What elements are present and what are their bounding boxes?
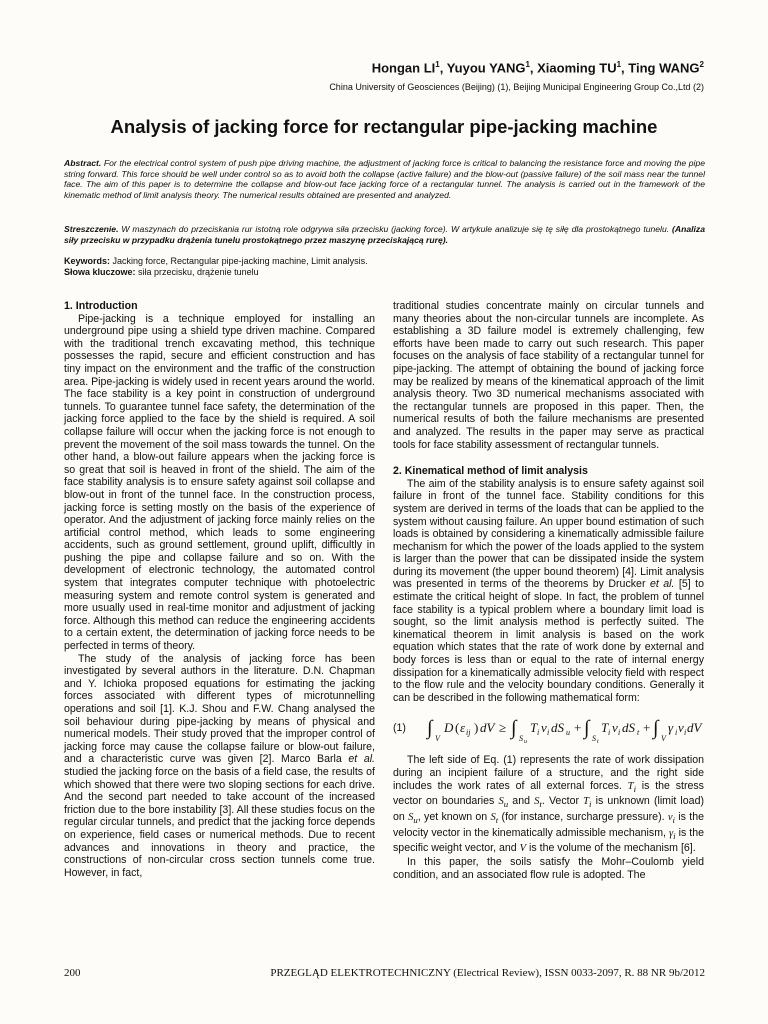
- author-sup: 1: [525, 60, 530, 69]
- svg-text:∫: ∫: [511, 717, 517, 740]
- svg-text:i: i: [537, 728, 540, 738]
- keywords-text: Jacking force, Rectangular pipe-jacking machine, Limit analysis.: [110, 256, 368, 266]
- left-column: [64, 300, 375, 879]
- author-sup: 1: [616, 60, 622, 69]
- svg-text:dV: dV: [480, 720, 495, 736]
- svg-text:ij: ij: [466, 728, 471, 738]
- svg-text:(: (: [455, 720, 460, 736]
- svg-text:): ): [474, 720, 479, 736]
- author-name: Xiaoming TU: [537, 60, 617, 76]
- svg-text:t: t: [597, 739, 599, 746]
- keywords-pl-text: siła przecisku, drążenie tunelu: [135, 267, 259, 277]
- streszczenie-label: Streszczenie.: [64, 224, 119, 234]
- svg-text:v: v: [541, 720, 547, 736]
- svg-text:+: +: [643, 720, 651, 736]
- svg-text:u: u: [566, 728, 570, 738]
- svg-text:dS: dS: [622, 720, 635, 736]
- equation-1: [393, 706, 704, 750]
- svg-text:∫: ∫: [584, 717, 590, 740]
- svg-text:≥: ≥: [499, 720, 507, 736]
- svg-text:v: v: [612, 720, 618, 736]
- paragraph: The left side of Eq. (1) represents the rate of work dissipation during an incipient failure of a structure, and the right side includes the work rates of all external forces. $T_i$ is the stress vector on boundaries $S_u$ and $S_t$. Vector $T_i$ is unknown (limit load) on $S_u$, yet known on $S_t$ (for instance, surcharge pressure). $v_i$ is the velocity vector in the kinematically admissible mechanism, $\gamma_i$ is the specific weight vector, and V is the volume of the mechanism [6].: [393, 754, 704, 855]
- svg-text:γ: γ: [668, 720, 674, 736]
- svg-text:i: i: [675, 728, 678, 738]
- abstract: [64, 158, 705, 200]
- svg-text:i: i: [618, 728, 621, 738]
- svg-text:i: i: [608, 728, 611, 738]
- author-sup: 1: [435, 60, 440, 69]
- svg-text:+: +: [574, 720, 582, 736]
- svg-text:T: T: [601, 720, 609, 736]
- paragraph: The study of the analysis of jacking force has been investigated by several authors in the literature. D.N. Chapman and Y. Ichioka proposed equations for estimating the jacking forces associated with different types of microtunnelling operations and soil [1]. K.J. Shou and F.W. Chang analysed the soil behaviour during pipe-jacking by means of physical and numerical models. Their study proved that the improper control of jacking force may cause the collapse failure or blow-out failure, and a characteristic curve was given [2]. Marco Barla et al. studied the jacking force on the basis of a field case, the results of which showed that there were two sloping sections for each drive. And the second part needed to take account of the increased friction due to the bore instability [3]. All these studies focus on the regular circular tunnels, and predict that the jacking force depends on experience, field cases or numerical methods. Due to recent advances and innovations in theory and practice, the constructions of non-circular cross section tunnels come true. However, in fact,: [64, 652, 376, 879]
- affiliation: China University of Geosciences (Beijing) (1), Beijing Municipal Engineering Group Co.,Ltd (2): [329, 82, 704, 92]
- author-name: Ting WANG: [628, 60, 700, 76]
- svg-text:T: T: [530, 720, 538, 736]
- paragraph: Pipe-jacking is a technique employed for installing an underground pipe using a shield type driven machine. Compared with the traditional trench excavating method, this technique possesses the rapid, secure and efficient construction and has tiny impact on the environment and the traffic of the construction area. Pipe-jacking is widely used in recent years around the world. The face stability is a key point in construction of underground tunnels. To guarantee tunnel face safety, the determination of the jacking force applied to the face by the shield is required. A soil collapse failure will occur when the jacking force is not enough to prevent the movement of the soil mass towards the tunnel. On the other hand, a blow-out failure appears when the jacking force is so great that soil is heaved in front of the shield. The aim of the face stability analysis is to ensure safety against soil collapse and blow-out in front of the tunnel face. In the construction process, jacking force is setting mostly on the basis of the experience of operator. And the adjustment of jacking force mainly relies on the artificial control method, which leads to some engineering accidents, such as ground settlement, ground uplift, difficultly in pushing the pipe and collapse failure and so on. With the development of electronic technology, the automated control system that integrates computer technique with photoelectric measuring system and remote control system is generated and more usually used in real-time monitor and adjustment of jacking force. Although this method can reduce the engineering accidents to a certain extent, the determination of jacking force needs to be perfected in terms of theory.: [64, 312, 375, 653]
- page-number: 200: [64, 967, 81, 979]
- journal-info: PRZEGLĄD ELEKTROTECHNICZNY (Electrical Review), ISSN 0033-2097, R. 88 NR 9b/2012: [270, 967, 705, 979]
- equation-formula: [425, 708, 704, 748]
- author-name: Yuyou YANG: [446, 60, 526, 76]
- author-sup: 2: [699, 60, 704, 69]
- svg-text:V: V: [661, 734, 666, 744]
- paragraph: In this paper, the soils satisfy the Mohr–Coulomb yield condition, and an associated flow rule is adopted. The: [393, 856, 704, 881]
- svg-text:dS: dS: [551, 720, 564, 736]
- svg-text:i: i: [684, 728, 687, 738]
- svg-text:S: S: [592, 734, 596, 744]
- paragraph: The aim of the stability analysis is to ensure safety against soil failure in front of the tunnel face. Stability conditions for this system are derived in terms of the loads that can be applied to the system without causing failure. An upper bound estimation of such loads is obtained by considering a kinematically admissible failure mechanism for which the power of the loads applied to the system is larger than the power that can be dissipated inside the system during its movement (the upper bound theorem) [4]. Limit analysis was presented in terms of the theorems by Drucker et al. [5] to estimate the critical height of slope. In fact, the problem of tunnel face stability is a typical problem where a boundary limit load is sought, so the limit analysis method is perfectly suited. The kinematical theorem in limit analysis is based on the work equation which states that the rate of work done by external and body forces is less than or equal to the rate of internal energy dissipation for a kinematically admissible velocity field with respect to the flow rule and the velocity boundary conditions. Generally it can be described in the following mathematical form:: [393, 477, 705, 704]
- keywords-label: Keywords:: [64, 256, 111, 266]
- section-heading: 2. Kinematical method of limit analysis: [393, 465, 588, 478]
- svg-text:∫: ∫: [427, 717, 433, 740]
- author-list: Hongan $LI^1$, Yuyou YANG$^1$, Xiaoming $TU^1$, Ting WANG$^2$: [371, 60, 704, 76]
- paper-title: Analysis of jacking force for rectangular pipe-jacking machine: [110, 116, 658, 137]
- svg-text:t: t: [637, 728, 640, 738]
- svg-text:u: u: [524, 739, 527, 746]
- abstract-text: For the electrical control system of push pipe driving machine, the adjustment of jacking force is critical to balancing the resistance force and moving the pipe string forward. This force should be well under control so as to avoid both the collapse (active failure) and the blow-out (passive failure) of the soil mass near the tunnel face. The aim of this paper is to determine the collapse and blow-out face jacking force of a rectangular tunnel. The analysis is carried out in the framework of the kinematic method of limit analysis theory. The numerical results obtained are presented and analyzed.: [64, 158, 705, 200]
- svg-text:S: S: [519, 734, 523, 744]
- streszczenie-bold: (Analiza siły przecisku w przypadku drążenia tunelu prostokątnego przez maszynę przeciskającą rurę).: [64, 224, 705, 245]
- streszczenie-text: W maszynach do przeciskania rur istotną role odgrywa siła przecisku (jacking force). W artykule analizuje się tę siłę dla prostokątnego tunelu.: [118, 224, 673, 234]
- section-heading: 1. Introduction: [64, 300, 138, 312]
- svg-text:∫: ∫: [653, 717, 659, 740]
- equation-number: (1): [393, 722, 406, 735]
- svg-text:i: i: [547, 728, 550, 738]
- svg-text:V: V: [435, 734, 440, 744]
- svg-text:D: D: [444, 720, 454, 736]
- svg-text:v: v: [678, 720, 684, 736]
- svg-text:dV: dV: [687, 720, 702, 736]
- svg-text:ε: ε: [460, 720, 466, 736]
- abstract-label: Abstract.: [64, 158, 102, 168]
- paragraph: traditional studies concentrate mainly on circular tunnels and many theories about the non-circular tunnels are incomplete. As establishing a 3D failure model is extremely challenging, few efforts have been made to carry out such research. This paper focuses on the analysis of face stability of a rectangular tunnel for pipe-jacking. The attempt of obtaining the bound of jacking force may be realized by means of the kinematical approach of the limit analysis theory. Two 3D numerical mechanisms associated with the rectangular tunnels are proposed in this paper. Then, the numerical results of both the failure mechanisms are presented and analyzed. The results in the paper may serve as practical tools for face stability assessment of rectangular tunnels.: [393, 300, 704, 451]
- author-name: Hongan LI: [371, 60, 436, 76]
- streszczenie: [64, 224, 705, 245]
- keywords: [64, 256, 705, 278]
- right-column: [393, 300, 704, 881]
- keywords-pl-label: Słowa kluczowe:: [64, 267, 136, 277]
